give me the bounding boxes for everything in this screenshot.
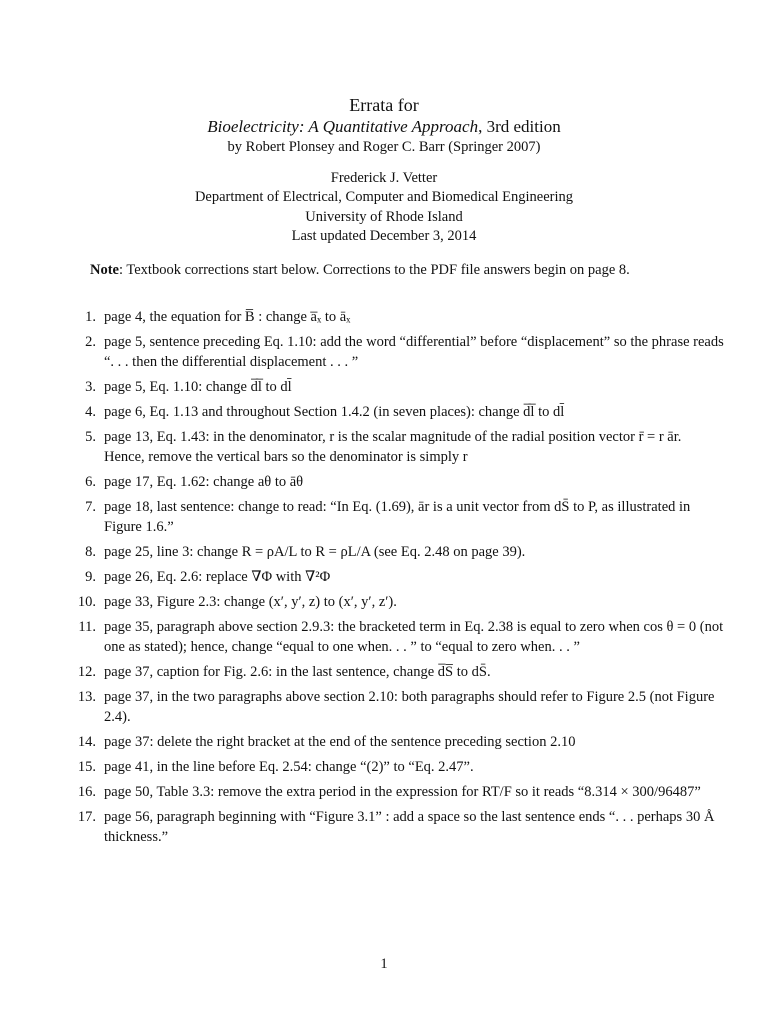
errata-item-number: 9.	[85, 569, 96, 585]
errata-item	[0, 662, 724, 682]
errata-item-text: page 5, Eq. 1.10: change d̅l̅ to dl̄	[104, 379, 292, 395]
errata-item-number: 15.	[77, 759, 96, 775]
errata-item-text: page 50, Table 3.3: remove the extra period in the expression for RT/F so it reads “8.314 × 300/96487”	[104, 784, 701, 800]
note-paragraph	[90, 260, 730, 280]
errata-item	[0, 687, 724, 727]
errata-item-text: page 13, Eq. 1.43: in the denominator, r is the scalar magnitude of the radial position vector r̄ = r ār. Hence, remove the vertical bars so the denominator is simply r	[104, 429, 682, 465]
page-number: 1	[380, 956, 388, 972]
errata-item-number: 10.	[77, 594, 96, 610]
errata-item	[0, 782, 724, 802]
last-updated: Last updated December 3, 2014	[291, 228, 477, 244]
errata-item	[0, 592, 724, 612]
errata-item-text: page 17, Eq. 1.62: change aθ to āθ	[104, 474, 304, 490]
errata-item	[0, 307, 724, 327]
errata-item-number: 3.	[85, 379, 96, 395]
errata-item	[0, 377, 724, 397]
errata-item-number: 16.	[77, 784, 96, 800]
errata-list	[0, 307, 768, 847]
errata-item-number: 4.	[85, 404, 96, 420]
errata-item-text: page 37, caption for Fig. 2.6: in the last sentence, change d̅S̅ to dS̄.	[104, 664, 491, 680]
errata-item-number: 8.	[85, 544, 96, 560]
errata-item	[0, 757, 724, 777]
note-text: : Textbook corrections start below. Corrections to the PDF file answers begin on page 8.	[119, 262, 630, 278]
errata-item	[0, 542, 724, 562]
errata-item	[0, 472, 724, 492]
errata-item-text: page 35, paragraph above section 2.9.3: the bracketed term in Eq. 2.38 is equal to zero when cos θ = 0 (not one as stated); hence, change “equal to one when. . . ” to “equal to zero when. . . ”	[104, 619, 724, 655]
errata-item-text: page 33, Figure 2.3: change (x′, y′, z) to (x′, y′, z′).	[104, 594, 397, 610]
errata-item-text: page 18, last sentence: change to read: “In Eq. (1.69), ār is a unit vector from dS̄ to P, as illustrated in Figure 1.6.”	[104, 499, 691, 535]
errata-item	[0, 807, 724, 847]
note-label: Note	[90, 262, 119, 278]
errata-item-text: page 37, in the two paragraphs above section 2.10: both paragraphs should refer to Figure 2.5 (not Figure 2.4).	[104, 689, 715, 725]
errata-item-text: page 37: delete the right bracket at the end of the sentence preceding section 2.10	[104, 734, 576, 750]
errata-item-number: 1.	[85, 309, 96, 325]
errata-item-text: page 56, paragraph beginning with “Figure 3.1” : add a space so the last sentence ends “. . . perhaps 30 Å thickness.”	[104, 809, 715, 845]
errata-item-number: 2.	[85, 334, 96, 350]
errata-item-number: 12.	[77, 664, 96, 680]
errata-item-text: page 41, in the line before Eq. 2.54: change “(2)” to “Eq. 2.47”.	[104, 759, 474, 775]
errata-title: Errata for	[349, 95, 419, 115]
errata-item-number: 7.	[85, 499, 96, 515]
errata-item-number: 13.	[77, 689, 96, 705]
errata-item-text: page 5, sentence preceding Eq. 1.10: add the word “differential” before “displacement” so the phrase reads “. . . then the differential displacement . . . ”	[104, 334, 724, 370]
errata-item	[0, 617, 724, 657]
book-title-line	[0, 116, 768, 138]
errata-item-text: page 25, line 3: change R = ρA/L to R = ρL/A (see Eq. 2.48 on page 39).	[104, 544, 526, 560]
book-title: Bioelectricity: A Quantitative Approach	[207, 117, 479, 136]
errata-item-number: 5.	[85, 429, 96, 445]
errata-item	[0, 427, 724, 467]
book-authors: by Robert Plonsey and Roger C. Barr (Springer 2007)	[227, 139, 541, 155]
errata-item-number: 17.	[77, 809, 96, 825]
document-header	[0, 94, 768, 247]
errata-item-number: 6.	[85, 474, 96, 490]
errata-item	[0, 402, 724, 422]
book-edition: , 3rd edition	[478, 117, 561, 136]
errata-item-text: page 4, the equation for B̅ : change a̅ₓ to āₓ	[104, 309, 351, 325]
department: Department of Electrical, Computer and Biomedical Engineering	[194, 189, 574, 205]
errata-author: Frederick J. Vetter	[330, 169, 438, 186]
errata-item	[0, 567, 724, 587]
university: University of Rhode Island	[305, 208, 463, 225]
errata-item	[0, 332, 724, 372]
errata-item-number: 11.	[78, 619, 96, 635]
errata-item-number: 14.	[77, 734, 96, 750]
errata-item	[0, 732, 724, 752]
errata-item-text: page 26, Eq. 2.6: replace ∇Φ with ∇²Φ	[104, 569, 331, 585]
errata-item-text: page 6, Eq. 1.13 and throughout Section 1.4.2 (in seven places): change d̅l̅ to dl̄	[104, 404, 565, 420]
errata-item	[0, 497, 724, 537]
